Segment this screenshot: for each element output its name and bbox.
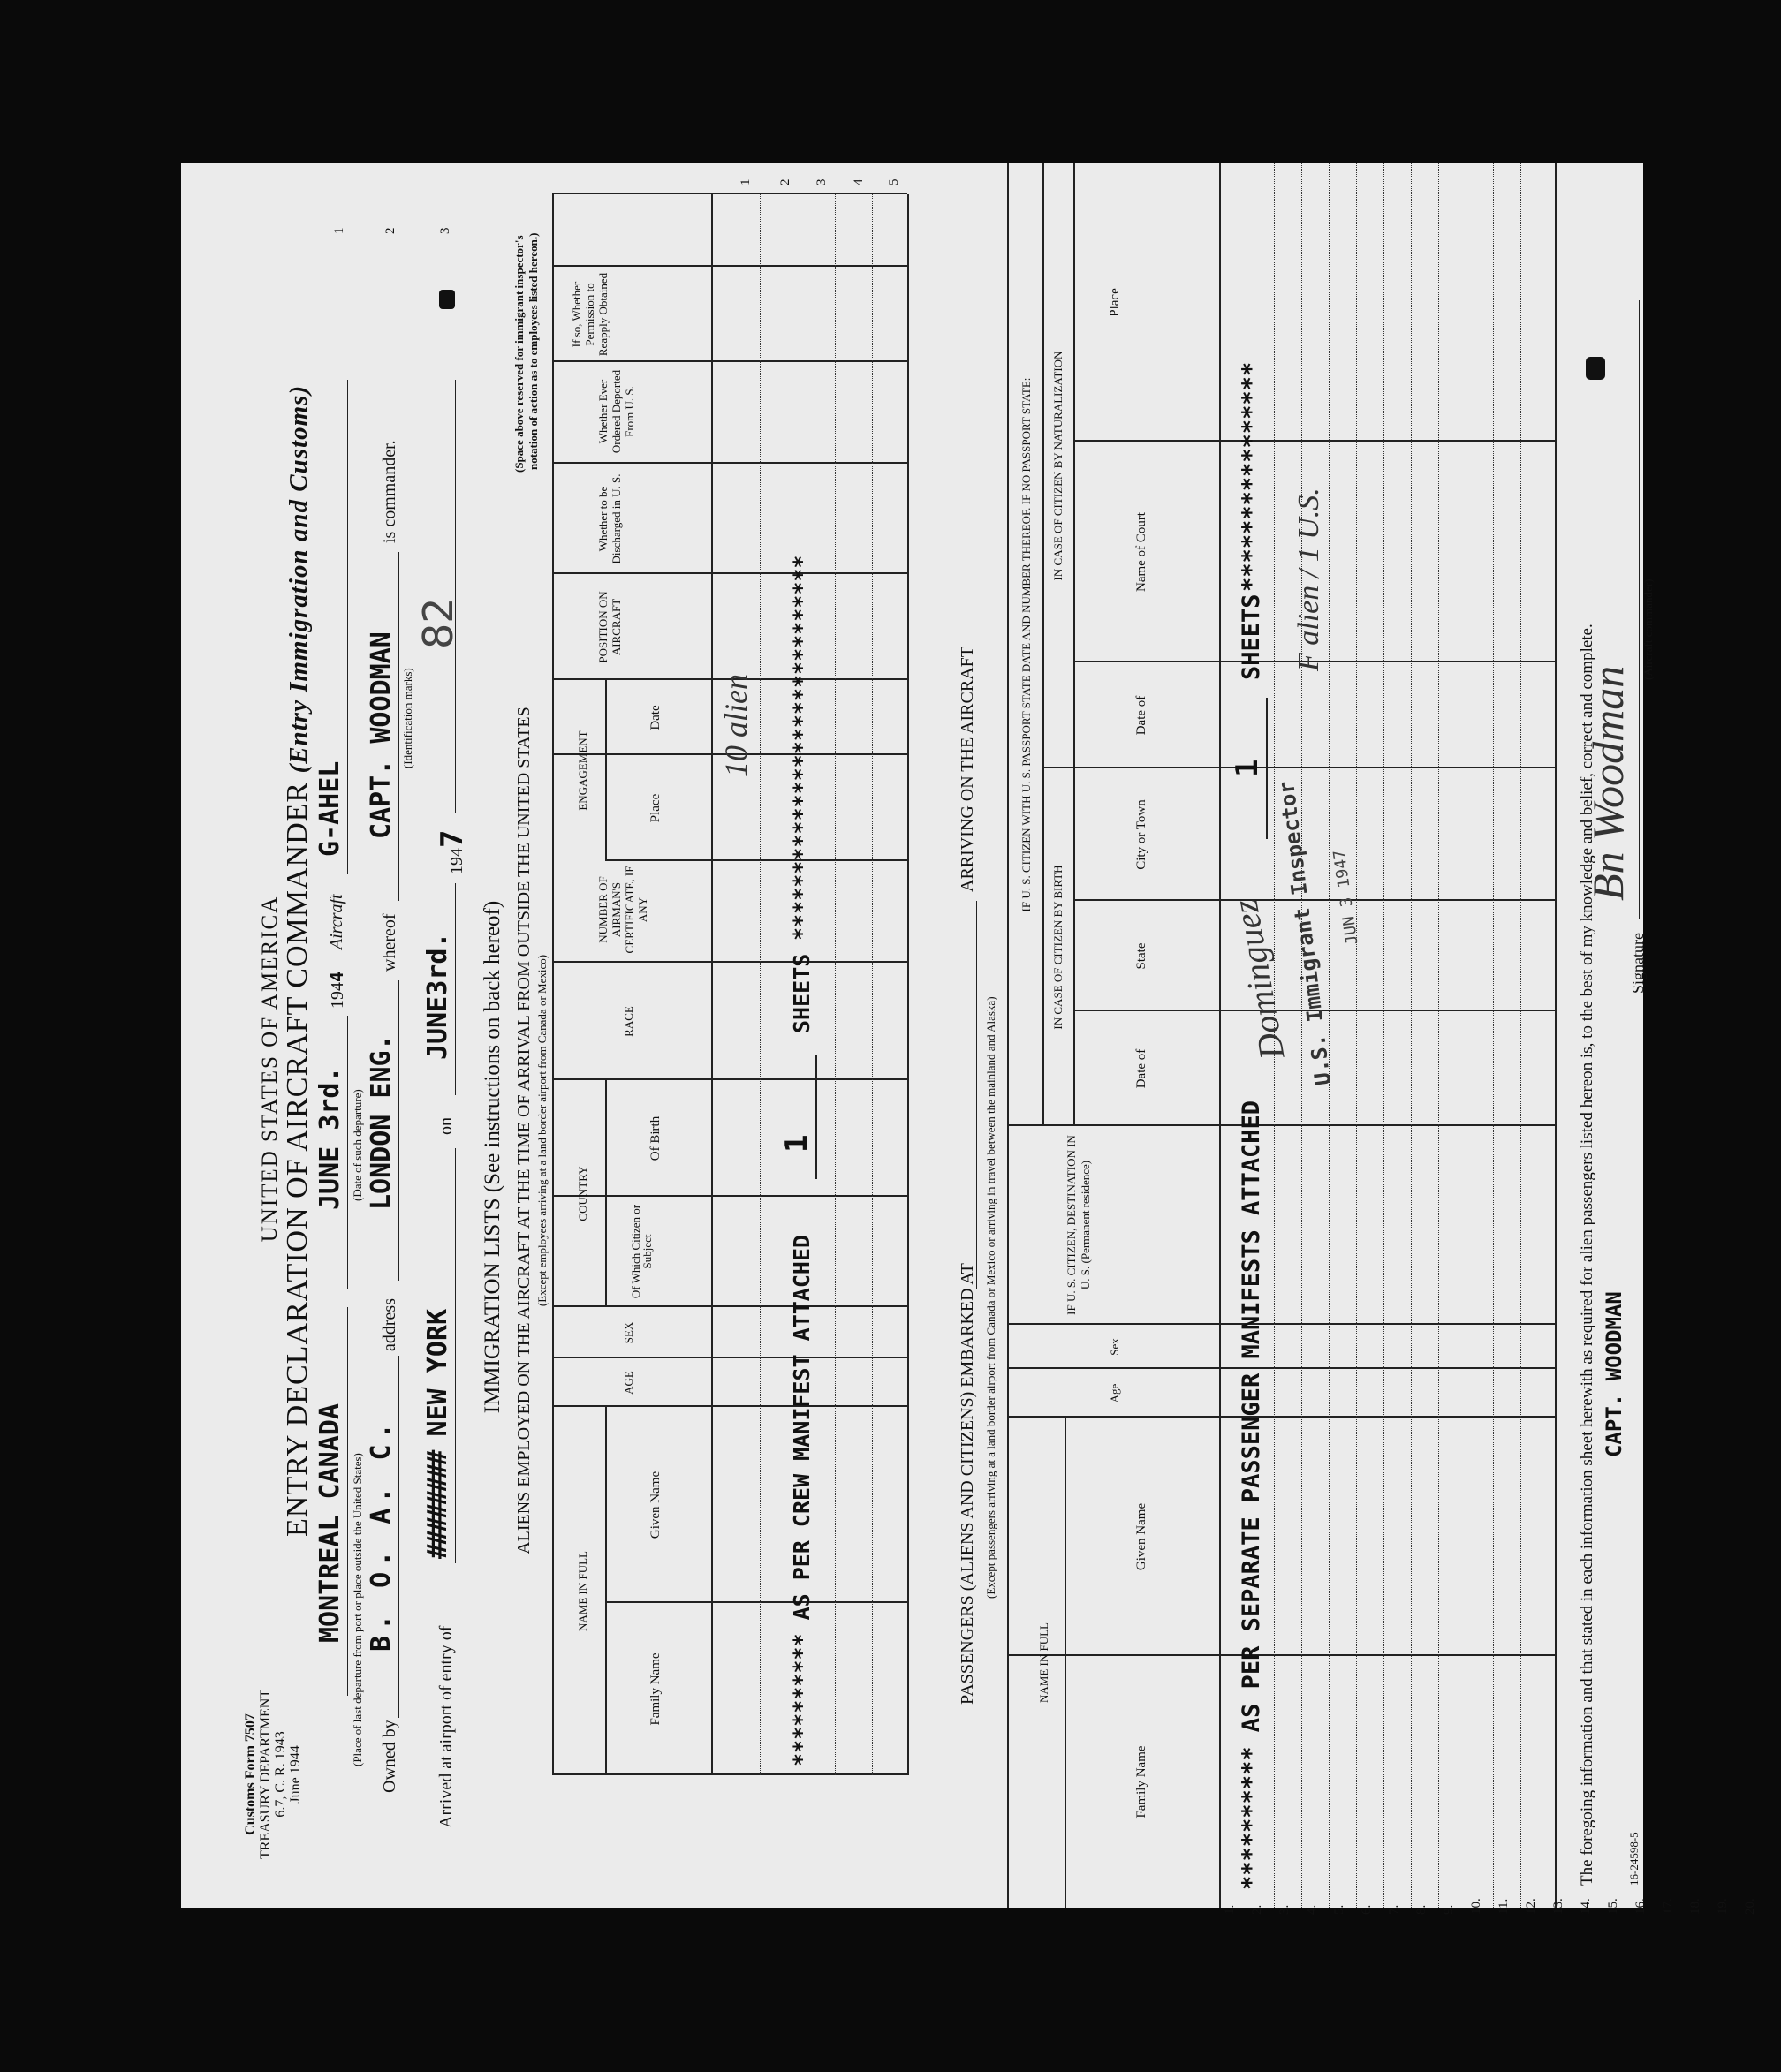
signature-label: Signature [1629, 933, 1647, 994]
departure-place-caption: (Place of last departure from port or place outside the United States) [351, 1453, 364, 1766]
pass-col-nat-date: Date of [1134, 695, 1148, 736]
alien-row-1: 1 [739, 178, 753, 185]
departure-date: JUNE 3rd. [315, 1066, 345, 1210]
pass-col-sex: Sex [1108, 1338, 1121, 1356]
crew-sheet-count: 1 [779, 1134, 815, 1153]
is-commander-label: is commander. [380, 440, 399, 543]
passenger-row-15: 15. [1606, 1898, 1620, 1915]
form-number: Customs Form 7507 [243, 1713, 258, 1835]
col-name-in-full: NAME IN FULL [576, 1551, 589, 1631]
aircraft-mark: G-AHEL [315, 760, 345, 857]
regulation: 6.7, C. R. 1943 [273, 1731, 288, 1818]
passenger-sheet-count: 1 [1230, 759, 1265, 777]
owner: B. O. A. C. [366, 1418, 397, 1652]
handwritten-position: 10 alien [718, 674, 754, 777]
col-citizen: Of Which Citizen or Subject [629, 1204, 654, 1299]
aliens-title: ALIENS EMPLOYED ON THE AIRCRAFT AT THE TIME OF ARRIVAL FROM OUTSIDE THE UNITED STATES [514, 707, 534, 1554]
country-heading: UNITED STATES OF AMERICA [258, 895, 282, 1243]
reserved-note-2: notation of action as to employees listed hereon.) [527, 232, 540, 470]
commander-caption: (Aircraft commander) [1641, 578, 1655, 680]
passenger-row-9: 9. [1442, 1904, 1456, 1915]
form-title-main: ENTRY DECLARATION OF AIRCRAFT COMMANDER [281, 781, 314, 1537]
pass-col-court: Name of Court [1134, 512, 1148, 592]
col-date: Date [648, 705, 663, 730]
col-sex: SEX [622, 1321, 635, 1344]
col-family-name: Family Name [648, 1652, 663, 1726]
col-age: AGE [622, 1371, 635, 1395]
inspector-stamp: U.S. Immigrant Inspector [1273, 779, 1337, 1087]
col-country: COUNTRY [576, 1166, 589, 1221]
departure-year [328, 972, 346, 1009]
passengers-title: PASSENGERS (ALIENS AND CITIZENS) EMBARKED AT [958, 1263, 977, 1705]
passenger-row-16: 16. [1633, 1898, 1648, 1915]
aircraft-label: Aircraft [327, 894, 346, 949]
customs-form-7507 [181, 163, 1757, 1915]
pass-col-by-birth: IN CASE OF CITIZEN BY BIRTH [1051, 865, 1065, 1030]
commander-signature: Bn Woodman [1583, 665, 1633, 901]
aircraft-mark-caption: (Identification marks) [401, 668, 414, 768]
whereof-label: whereof [380, 913, 399, 972]
col-place: Place [648, 793, 663, 823]
line-marker-2: 2 [383, 227, 398, 234]
passenger-row-17: 17. [1661, 1898, 1675, 1915]
alien-row-4: 4 [852, 178, 866, 185]
crew-sheets-label: SHEETS [789, 953, 815, 1033]
passenger-manifest-entry: ********** AS PER SEPARATE PASSENGER MANIFESTS ATTACHED [1238, 1100, 1265, 1890]
passengers-title-right: ARRIVING ON THE AIRCRAFT [958, 647, 977, 892]
declaration-text: The foregoing information and that stated in each information sheet herewith as required for alien passengers listed hereon is, to the best of my knowledge and belief, correct and complete. [1578, 624, 1596, 1886]
typed-commander-name: CAPT. WOODMAN [1602, 1291, 1626, 1457]
passenger-row-20: 20. [1743, 1898, 1757, 1915]
on-label: on [436, 1117, 456, 1135]
col-birth: Of Birth [648, 1115, 663, 1161]
passenger-row-14: 14. [1579, 1898, 1593, 1915]
pass-col-family-name: Family Name [1134, 1745, 1148, 1819]
line-marker-3: 3 [438, 227, 452, 234]
passenger-row-12: 12. [1524, 1898, 1538, 1915]
handwritten-notes: F alien / 1 U.S. [1292, 488, 1325, 671]
departure-place: MONTREAL CANADA [315, 1403, 345, 1643]
crew-stars: ***************************** [789, 555, 815, 941]
pass-col-city: City or Town [1134, 799, 1148, 870]
reserved-note-1: (Space above reserved for immigrant inspector's [512, 235, 526, 473]
passenger-row-18: 18. [1688, 1898, 1702, 1915]
owned-by-label: Owned by [380, 1720, 399, 1793]
alien-row-3: 3 [815, 178, 829, 185]
passenger-row-5: 5. [1332, 1904, 1346, 1915]
ink-blot [439, 290, 455, 309]
col-discharged: Whether to be Discharged in U. S. [596, 473, 623, 564]
passenger-row-7: 7. [1387, 1904, 1401, 1915]
pass-col-place: Place [1108, 288, 1122, 317]
passenger-sheets-label: SHEETS [1238, 594, 1265, 680]
passenger-stars: **************** [1238, 361, 1265, 592]
pass-col-by-naturalization: IN CASE OF CITIZEN BY NATURALIZATION [1051, 351, 1065, 581]
address-label: address [380, 1298, 399, 1351]
line-marker-1: 1 [332, 227, 346, 234]
arrival-year-suffix: 7 [435, 829, 470, 848]
passenger-row-19: 19. [1716, 1898, 1730, 1915]
departure-year-prefix: 194 [328, 982, 347, 1009]
crew-manifest-entry: ********** AS PER CREW MANIFEST ATTACHED [789, 1234, 815, 1766]
immigration-title: IMMIGRATION LISTS (See instructions on back hereof) [481, 900, 504, 1414]
arrival-year-prefix: 194 [447, 848, 466, 874]
pass-col-age: Age [1108, 1383, 1121, 1403]
form-date: June 1944 [288, 1745, 303, 1804]
passenger-row-1: 1. [1223, 1904, 1237, 1915]
arrival-year [435, 829, 470, 874]
passenger-row-8: 8. [1414, 1904, 1429, 1915]
col-engagement: ENGAGEMENT [576, 730, 589, 811]
passenger-row-6: 6. [1360, 1904, 1374, 1915]
pass-col-destination: IF U. S. CITIZEN, DESTINATION IN U. S. (Permanent residence) [1065, 1135, 1092, 1315]
passenger-row-10: 10. [1469, 1898, 1483, 1915]
alien-row-5: 5 [887, 178, 901, 185]
arrived-label: Arrived at airport of entry of [436, 1625, 456, 1828]
col-given-name: Given Name [648, 1471, 663, 1539]
passenger-row-13: 13. [1551, 1898, 1565, 1915]
col-position: POSITION ON AIRCRAFT [596, 591, 623, 663]
inspector-signature: Dominguez [1224, 896, 1292, 1062]
passenger-row-3: 3. [1277, 1904, 1292, 1915]
pass-col-state: State [1134, 942, 1148, 970]
passenger-row-2: 2. [1250, 1904, 1264, 1915]
col-permission: If so, Whether Permission to Reapply Obtained [570, 272, 610, 357]
aliens-subtitle: (Except employees arriving at a land border airport from Canada or Mexico) [535, 954, 549, 1307]
form-title-sub: (Entry Immigration and Customs) [284, 384, 313, 774]
departure-date-caption: (Date of such departure) [351, 1089, 364, 1201]
stamp-date: JUN 3 1947 [1330, 848, 1362, 947]
col-race: RACE [622, 1006, 635, 1037]
commander-name: CAPT. WOODMAN [366, 631, 397, 839]
departure-year-suffix: 4 [326, 971, 347, 982]
pass-col-passport: IF U. S. CITIZEN WITH U. S. PASSPORT STATE DATE AND NUMBER THEREOF. IF NO PASSPORT STATE: [1019, 377, 1033, 912]
ink-blot-2 [1586, 357, 1605, 380]
col-cert: NUMBER OF AIRMAN'S CERTIFICATE, IF ANY [596, 866, 649, 954]
arrival-port: ######## NEW YORK [422, 1308, 453, 1559]
pass-col-name-in-full: NAME IN FULL [1037, 1622, 1050, 1703]
print-code: 16-24598-5 [1627, 1832, 1641, 1886]
arrival-port-value: NEW YORK [422, 1308, 453, 1437]
sheet-number: 82 [414, 597, 462, 649]
pass-col-given-name: Given Name [1134, 1502, 1148, 1571]
passenger-row-11: 11. [1497, 1898, 1511, 1915]
col-deported: Whether Ever Ordered Deported From U. S. [596, 369, 636, 454]
alien-row-2: 2 [778, 178, 792, 185]
passengers-subtitle: (Except passengers arriving at a land border airport from Canada or Mexico or arriving in travel between the mainland and Alaska) [984, 996, 997, 1599]
department: TREASURY DEPARTMENT [258, 1689, 273, 1859]
pass-col-birth-date: Date of [1134, 1048, 1148, 1089]
passenger-row-4: 4. [1305, 1904, 1319, 1915]
form-title [283, 385, 313, 1537]
document-photo [181, 163, 1757, 1915]
arrival-date: JUNE3rd. [422, 932, 453, 1060]
form-identifier [243, 1690, 303, 1859]
owner-address: LONDON ENG. [366, 1034, 397, 1210]
